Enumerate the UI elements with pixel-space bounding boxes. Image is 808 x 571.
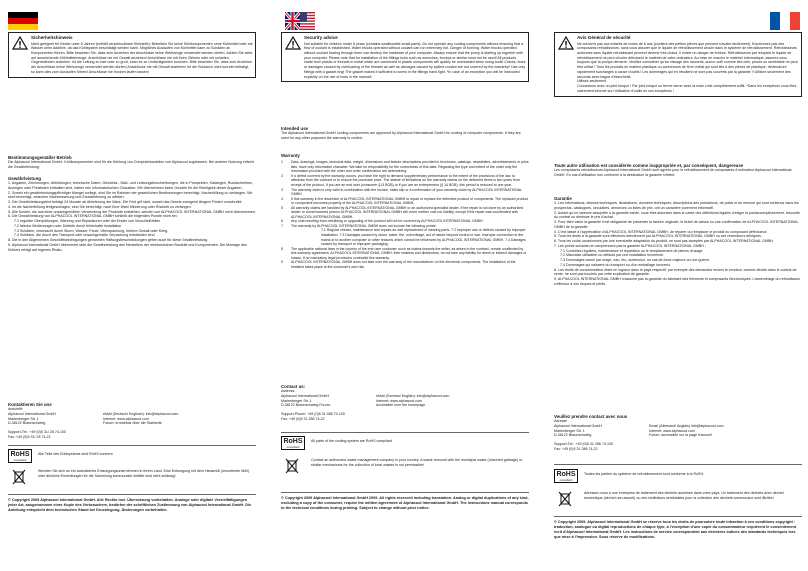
rohs-section: [8, 449, 256, 469]
contact-line: Adresse: [554, 419, 568, 424]
german-flag-icon: [8, 12, 38, 30]
warranty-number: 2: [281, 173, 283, 178]
contact-section: [554, 414, 802, 452]
warranty-subitem: 7.1 reguläre Überprüfungen, Wartung und Reparaturen oder der Ersatz von Verschleißteilen: [14, 219, 161, 224]
copyright-notice: © Copyright 2009. Alphacool International GmbH se réserve tous les droits de poursuivre toute infraction à ces conditions copyright : traduction, analogue ou digital reproductions de chaque type, à l'exception d'une copie du consommateur requièrent le consentement écrit d'Alphacool International GmbH. Les instructions de service correspondent aux dernières indices des standards techniques lors que mise à l'impression. Sous réserve de modifications.: [554, 520, 797, 539]
safety-notice-box: [281, 32, 529, 82]
warranty-title: Garantie: [554, 196, 572, 201]
warranty-item: 2. Soweit ein gewährleistungspflichtiger Mangel vorliegt, sind Sie im Rahmen der gesetzlichen Bestimmungen berechtigt, Nacherfüllung zu verlangen. Wir sind berechtigt, zwischen Nachbesserung und Ersatzlieferung zu wählen.: [8, 190, 253, 200]
usage-text: Les composants refroidisseurs Alphacool International GmbH sont agréés pour le refroidissement de composants d'ordinateur Alphacool International GmbH. En cas d'utilisation non conforme à la destination la garantie s'éteint.: [554, 168, 792, 178]
intended-use-title: Bestimmungsgemäßer Betrieb: [8, 155, 72, 160]
warranty-number: 1: [281, 160, 283, 165]
contact-title: Contact us:: [281, 384, 306, 389]
warranty-number: 7: [281, 223, 283, 228]
warranty-subitem: 7.2 falsche Bedienungen oder Defekte durch fehlerhafte Installation: [14, 223, 122, 228]
intended-use-section: [8, 155, 256, 170]
warranty-section: [281, 153, 529, 269]
rohs-text: All parts of the cooling system are RoHS compliant: [311, 439, 392, 443]
warranty-title: Warranty: [281, 153, 300, 158]
warranty-item: 3. Die Gewährleistungsfrist beträgt 24 Monate ab Ablieferung der Ware. Die Frist gilt nicht, soweit das Gesetz zwingend längere Fristen vorschreibt.: [8, 200, 243, 205]
warranty-item: 4. C'est laissé à l'appréciation d'ALPHACOOL INTERNATIONAL GMBH, de réparer ou remplacer le produit ou composant défectueux.: [554, 229, 768, 234]
warranty-item: 5. Alle Kosten, die aus einer unsachgemäßen Verwendung der Produkte entstehen, werden von ALPHACOOL INTERNATIONAL GMBH nicht übernommen.: [8, 209, 256, 214]
warranty-number: 3: [281, 187, 283, 192]
warranty-row: [281, 228, 529, 246]
warranty-title: Gewährleistung: [8, 176, 41, 181]
warranty-text: ALPHACOOL INTERNATIONAL GMBH does not take over the warranty of the manufacturer on the electronic components. The installation of the heatsink takes place at the customer's own risk.: [291, 260, 516, 269]
warranty-item: 8. Les droits de consommateur étant en vigueur dans le pays respectif, par exemple des demandes envers le vendeur, comme décrits dans le contrat de vente, ne sont pas touchés par cette explication de garantie.: [554, 267, 797, 277]
warning-triangle-icon: [558, 36, 574, 50]
disposal-section: [8, 469, 256, 491]
contact-line: Address:: [281, 389, 296, 394]
safety-notice-title: Avis Général de sécurité: [577, 35, 631, 40]
contact-forum: Accessible over the homepage: [376, 403, 426, 408]
contact-line: D-38122 Braunschweig Forum:: [281, 403, 331, 408]
contact-line: Anschrift:: [8, 407, 23, 412]
warranty-text: The applicable national laws in the country of the end user customer, such as claims towards the seller, as arisen in the contract, remain unaffected by this warranty agreement. ALPHACOOL INTERNATIONAL GMBH, their retailers and distributors, do not take any liability for direct or indirect damages or losses, if no mandatory legal provisions contradict this warranty.: [291, 246, 527, 260]
warranty-subitem: 7.2 Mauvaise utilisation ou défauts par une installation incorrecte.: [560, 253, 665, 258]
contact-line: Alphacool International GmbH: [281, 394, 329, 399]
safety-notice-text: Nicht geeignet für Kinder unter 6 Jahren (enthält verschluckbare Kleinteile): Betreiben Sie keine Kühlkomponenten ohne Kühlmittel oder mit Wasser ohne Additive, da das Kühlsystem beschädigt werden kann. Mögliches Auslaufen von Kühlmittel kann zu Schäden an Komponenten führen. Bitte beachten Sie, dass zum Anziehen der Anschlüsse keine Werkzeuge verwendet werden dürfen. Achten Sie stets auf ausreichende Kühlmittelmenge. Anschlüsse nie mit Gewalt anziehen! Anschlüsse nie mit Ihren Zähnen oder mit scharfen Gegenständen anziehen. Ist die Leitung zu hart oder zu groß, kann es zu Undichtigkeiten kommen. Bitte beachten Sie, dass zum Anziehen der Anschlüsse keine Werkzeuge verwendet werden dürfen! Anschlüsse nie mit Gewalt anziehen! Ist der Schlauch nicht korrekt befestigt, so kann dies zum Auslaufen führen! Anschlüsse nie trocken laufen lassen!: [31, 41, 253, 74]
contact-line: Alphacool International GmbH: [8, 412, 56, 417]
warranty-subitem: 7.3 Dommages causé par orage, eau, feu, surtension, un cas de force majeure ou une guerre.: [560, 258, 710, 263]
warranty-item: 9. Alphacool International GmbH übernimmt nicht die Gewährleistung des Herstellers der elektronischen Bauteile und Komponenten. Die Montage des Kühlers erfolgt auf eigenes Risiko.: [8, 242, 247, 252]
contact-email[interactable]: eMail (Deutsch/ Englisch): info@alphacool.com: [103, 411, 179, 416]
warranty-table: [281, 160, 529, 269]
warranty-subitem: 7.3 Schäden, verursacht durch Sturm, Wasser, Feuer, Überspannung, höhere Gewalt oder Krieg.: [14, 228, 169, 233]
warranty-number: 5: [281, 205, 283, 210]
safety-notice-text: Not suitable for children under 6 years (contains swallowable small-parts). Do not operate any cooling components without ensuring that a flow of coolant is established. Water blocks operated without coolant can run extremely hot. Danger of burning. Water blocks operated without coolant flowing through them can destroy the hardware of your computer. Always ensure that the pump is starting up together with your computer. Please note that for installation of the fittings tools such as wrenches, forceps or similar must not be used! All products made from plastic or threads in metal which are connected to plastic components will quickly be overloaded when using tools! Cracks, tears or damages caused by overloading of the threads as well as damages caused by spilled coolant are not covered by the warranty!! Use only fittings with a gasket ring! The gasket makes it sufficient to screw in the fittings hand tight. *In case of an exception you will be instructed explicitly on the use of tools in the manual!: [304, 41, 526, 79]
contact-email[interactable]: eMail (German/ English): info@alphacool.com: [376, 393, 450, 398]
warranty-item: 9. ALPHACOOL INTERNATIONAL GMBH n'assume pas la garantie du fabricant des éléments et composants électroniques. L'assemblage du refroidisseur s'effectue à vos risques et périls.: [554, 277, 801, 286]
rohs-logo: RoHS compliant: [8, 449, 32, 463]
warranty-row: [281, 206, 529, 220]
crossed-bin-icon: [285, 458, 299, 474]
warranty-item: 1. Les informations, dessins techniques, illustrations, données techniques, descriptions des prestations, de poids et de mesure qui sont contenus dans les prospectus, catalogues, circulaires, annonces ou listes de prix, ont un caractère purement informatif.: [554, 201, 799, 211]
french-column: [554, 0, 802, 571]
warranty-row: [281, 247, 529, 261]
warning-triangle-icon: [12, 36, 28, 50]
intended-use-text: Die Alphacool International GmbH- Kühlkomponenten sind für die Kühlung von Computerbauteilen von Alphacool zugelassen. Bei anderer Nutzung erlischt die Gewährleistung.: [8, 160, 255, 170]
copyright-notice: © Copyright 2009 Alphacool International GmbH 2009. All rights reserved including translation. Analog or digital duplications of any kind, excluding a copy of the consumer, require the written agreement of Alphacool International GmbH. The instructions manual corresponds to the technical conditions during printing. Subject to change without prior notice.: [281, 496, 529, 510]
contact-website[interactable]: Internet: www.alphacool.com: [376, 398, 422, 403]
rohs-text: Alle Teile des Kühlsystems sind RoHS konform: [38, 452, 113, 456]
divider: [8, 445, 256, 446]
warranty-number: 6: [281, 219, 283, 224]
rohs-logo: RoHS compliant: [281, 436, 305, 450]
contact-line: Marienberger Str. 1: [8, 416, 39, 421]
disposal-text: Contact an authorized waste management company in your country. A waste removal with the municipal waste (unsorted garbage) or similar mechanisms for the collection of local wastes is not permissible!: [311, 458, 523, 467]
safety-notice-text: Ne convient pas aux enfants de moins de 6 ans (contient des petites pièces que peuvent s'avaler facilement). N'actionnez pas des composants refroidisseurs, sans vous assurer que le liquide de refroidissement circule dans le système de refroidissement. Refroidisseurs actionnés sans liquide refroidissant peuvent devenir très chaud. Il existe un danger de brûlure. Refroidisseurs par lesquels le liquide de refroidissement ne peut circuler détruisent le matériel de votre ordinateur. Au mise en marche le matériel informatique, assurez-vous toujours que la pompe démarre. Veuillez considérer qu'au vissage des raccords, aucun outil comme des clés, pinces ou semblable ne peut être utilisé ! Tous les produits en matière plastique ou connexions de fil en métal qui sont liés à des pièces de plastique, deviendront rapidement surchargés à cause d'outils ! Les dommages qui en résultent ne sont pas couverts par la garantie !! Utilisez seulement des raccords avec bague d'étanchéité.: [577, 41, 798, 79]
warranty-item: 4. Ist die Nacherfüllung fehlgeschlagen, sind Sie berechtigt, nach Ihrer Wahl Minderung oder Rücktritt zu verlangen.: [8, 204, 192, 209]
warranty-subitem: 7.4 Schäden, die durch den Transport oder unsachgemäße Verpackung entstanden sind.: [14, 233, 156, 238]
contact-line: Alphacool International GmbH: [554, 424, 602, 429]
crossed-bin-icon: [558, 491, 572, 507]
warranty-row: [281, 197, 529, 206]
german-column: [8, 0, 256, 571]
warranty-item: 7. Les points suivants ne comprennent pas la garantie ALPHACOOL INTERNATIONAL GMBH :: [554, 243, 706, 248]
contact-website[interactable]: Internet: www.alphacool.com: [649, 428, 695, 433]
contact-line: D-38122 Braunschweig: [554, 433, 592, 438]
contact-forum: Forum: accessible sur la page d'accueil: [649, 433, 712, 438]
safety-notice-box: [8, 32, 256, 78]
safety-notice-title: Sicherheitshinweis: [31, 35, 73, 40]
rohs-text: Toutes les parties du système de refroidissement sont conforme à la RoSH.: [584, 472, 705, 476]
contact-line: Fax: +49 (0)5 31 286 74-22: [281, 416, 325, 421]
contact-section: [8, 402, 256, 440]
divider: [281, 492, 529, 493]
rohs-section: [281, 436, 529, 456]
warranty-number: 4: [281, 196, 283, 201]
warranty-row: [281, 174, 529, 188]
disposal-section: [554, 491, 802, 513]
rohs-section: [554, 469, 802, 489]
contact-line: Marienberger Str. 1: [281, 398, 312, 403]
contact-title: Kontaktieren Sie uns: [8, 402, 52, 407]
contact-section: [281, 384, 529, 422]
copyright-notice: © Copyright 2009 Alphacool International GmbH. Alle Rechte incl. Übersetzung vorbehalten. Analoge oder digitale Vervielfältigungen jeder Art, ausgenommen einer Kopie des Verbrauchers, bedürfen der schriftlichen Zustimmung von Alphacool International GmbH. Die Anleitung entspricht dem technischen Stand bei Drucklegung. Änderungen vorbehalten.: [8, 498, 252, 512]
warning-triangle-icon: [285, 36, 301, 50]
divider: [8, 494, 256, 495]
intended-use-section: [281, 126, 529, 141]
contact-line: Fax: +49 (0)5 31/ 28 74-22: [8, 434, 51, 439]
warranty-item: 6. Tous les coûts occasionnés par une éventuelle adaptation du produit, ne sont pas acceptés par ALPHACOOL INTERNATIONAL GMBH.: [554, 239, 774, 244]
divider: [554, 464, 802, 465]
usage-title: Toute autre utilisation est considérée comme inappropriée et, par conséquent, dangereuse: [554, 163, 744, 168]
intended-use-title: Intended use: [281, 126, 309, 131]
warranty-row: [281, 160, 529, 174]
warranty-text: If a defect covered by the warranty occurs, you have the right to demand supplementary performance to the extent of the provisions of the law, to withdraw from the contract or to reduce the purchase price. The statute of limitations on the warranty claims on the delivered items is two years from receipt of the product. If you are an end user (consumer §13 BGB) or if you are an entrepreneur (§ 14 BGB), this period is reduced to one year.: [291, 173, 520, 188]
warranty-item: 2. Autant qu'un carence assujettie à la garantie existe, vous êtes autorisés dans le cadre des définitions légales d'exiger la postaccomplissement, résoudre du contrat ou diminuer le prix d'achat.: [554, 210, 800, 220]
rohs-logo: RoHS compliant: [554, 469, 578, 483]
warranty-item: 3. Pour faire valoir la garantie il est obligatoire de présenter la facture originale, le ticket de caisse ou une confirmation de ALPHACOOL INTERNATIONAL GMBH de la garantie.: [554, 220, 799, 229]
warranty-number: 8: [281, 246, 283, 251]
contact-line: Support-Tel.: +49 (0)5 31 286 74-100: [554, 442, 614, 447]
warranty-row: [281, 188, 529, 197]
crossed-bin-icon: [12, 469, 26, 485]
warranty-number: 9: [281, 260, 283, 265]
safety-notice-title: Security advice: [304, 35, 338, 40]
warranty-text: 7.1 Regular checks, maintenance and repairs as well replacement of wearing parts. 7.2 Improper use or defects caused by improper installation. 7.3 Damages caused by storm, water, fire, overvoltage, act of nature beyond control or war, improper connection to the mains or to another computer or other reasons which cannot be influenced by ALPHACOOL INTERNATIONAL GMBH. 7.4 Damages caused by transport or improper packaging.: [321, 228, 526, 247]
contact-email[interactable]: Email (Allemand/ Anglais) info@alphacool.com: [649, 423, 724, 428]
contact-website[interactable]: Internet: www.alphacool.com: [103, 416, 149, 421]
warranty-section: [8, 176, 256, 252]
uk-us-flag-icon: [285, 12, 315, 30]
contact-line: Support-Phone: +49 (0)5 31 286 74-100: [281, 412, 345, 417]
warranty-row: [281, 260, 529, 269]
disposal-section: [281, 458, 529, 480]
divider: [554, 516, 802, 517]
warranty-text: Any cost resulting from rebuilding or upgrading of the product will not be covered by ALPHACOOL INTERNATIONAL GMBH.: [291, 219, 484, 224]
safety-notice-box: [554, 32, 802, 97]
french-flag-icon: [770, 12, 800, 30]
intended-use-text: Connexions avec un joint torique ! Par joint torique un ferme serrer avec la main c'est complètement suffit. *Dans les exceptions vous êtes clairement informé sur l'utilisation d'outils en ces exceptions !: [577, 84, 797, 93]
warranty-item: 8. Die in den Allgemeinen Geschäftsbedingungen genannten Haftungsbeschränkungen gelten auch für diese Gewährleistung.: [8, 238, 208, 243]
warranty-text: All warranty claims are handled by ALPHACOOL INTERNATIONAL GMBH or an authorized specialist dealer. If the repair is not done by an authorized dealer or commissioned person ALPHACOOL INTERNATIONAL GMBH will cover neither cost nor liability, except if the repair was coordinated with ALPHACOOL INTERNATIONAL GMBH.: [291, 205, 524, 219]
contact-line: Fax: +49 (0)5 31 286 74-22: [554, 446, 598, 451]
warranty-text: The warranty claim is only valid in combination with the invoice, sales slip or a confirmation of your warranty claim by ALPHACOOL INTERNATIONAL GMBH.: [291, 187, 522, 197]
warranty-item: 1. Angaben, Zeichnungen, Abbildungen, technische Daten, Gewichts-, Maß- und Leistungsbeschreibungen, die in Prospekten, Katalogen, Rundschreiben, Anzeigen oder Preislisten enthalten sind, haben rein informatorischen Charakter. Wir übernehmen keine Gewähr für die Richtigkeit dieser Angaben.: [8, 181, 253, 191]
warranty-text: Data, drawings, images, technical data, weight, dimensions and feature descriptions provided in brochures, catalogs, newsletters, advertisements or price lists, have only informative character. We take no responsibility for the correctness of this data. Regarding the type and extent of the order only the information provided with the order and order confirmation are determining.: [291, 160, 529, 174]
usage-section: [554, 163, 802, 178]
divider: [281, 432, 529, 433]
warranty-section: [554, 196, 802, 287]
contact-line: D-38122 Braunschweig: [8, 421, 46, 426]
warranty-number: [281, 228, 291, 246]
warranty-subitem: 7.1 Contrôles réguliers, maintenance et réparation ou le remplacement de pièces d'usage.: [560, 248, 704, 253]
contact-line: Marienberger Str. 1: [554, 428, 585, 433]
contact-line: Support-Tel.: +49 (0)5 31/ 28 74-100: [8, 430, 67, 435]
contact-title: Veuillez prendre contact avec nous: [554, 414, 628, 419]
warranty-item: 6. Die Gewährleistung von ALPHACOOL INTERNATIONAL GMBH schließt die folgenden Punkte nicht ein:: [8, 214, 178, 219]
disposal-text: Wenden Sie sich an ein autorisiertes Entsorgungsunternehmen in Ihrem Land. Eine Entsorgung mit dem Hausmüll (unsortierter Müll) oder ähnliche Einrichtungen für die Sammlung kommunaler Abfälle sind nicht zulässig!: [38, 469, 250, 478]
english-column: [281, 0, 529, 571]
warranty-item: 5. Tous les droits à la garantie sont effectués directement par ALPHACOOL INTERNATIONAL GMBH ou ses revendeurs délégués.: [554, 234, 762, 239]
warranty-text: If this warranty in the discretion of ALPHACOOL INTERNATIONAL GMBH to repair or replace the defective product or components. The replaced product or component becomes property of the ALPHACOOL INTERNATIONAL GMBH.: [291, 196, 529, 206]
disposal-text: Adressez-vous à une entreprise de traitement des déchets autorisée dans votre pays. Un traitement des déchets avec déchet domestique (déchet non assorti) ou des institutions semblables pour la collection des déchets communaux sont illicites!: [584, 491, 784, 500]
contact-forum: Forum: erreichbar über die Startseite: [103, 421, 162, 426]
warranty-subitem: 7.4 Dommages qui naissent du transport ou d'un emballage incorrect.: [560, 262, 671, 267]
intended-use-title: Utilisez seulement: [577, 79, 607, 84]
warranty-text: The warranty by ALPHACOOL INTERNATIONAL GMBH does not include the following points:: [291, 223, 437, 228]
intended-use-text: The Alphacool International GmbH cooling components are approved by Alphacool International GmbH for cooling of computer components. If they are used for any other purposes the warranty is voided.: [281, 131, 521, 141]
